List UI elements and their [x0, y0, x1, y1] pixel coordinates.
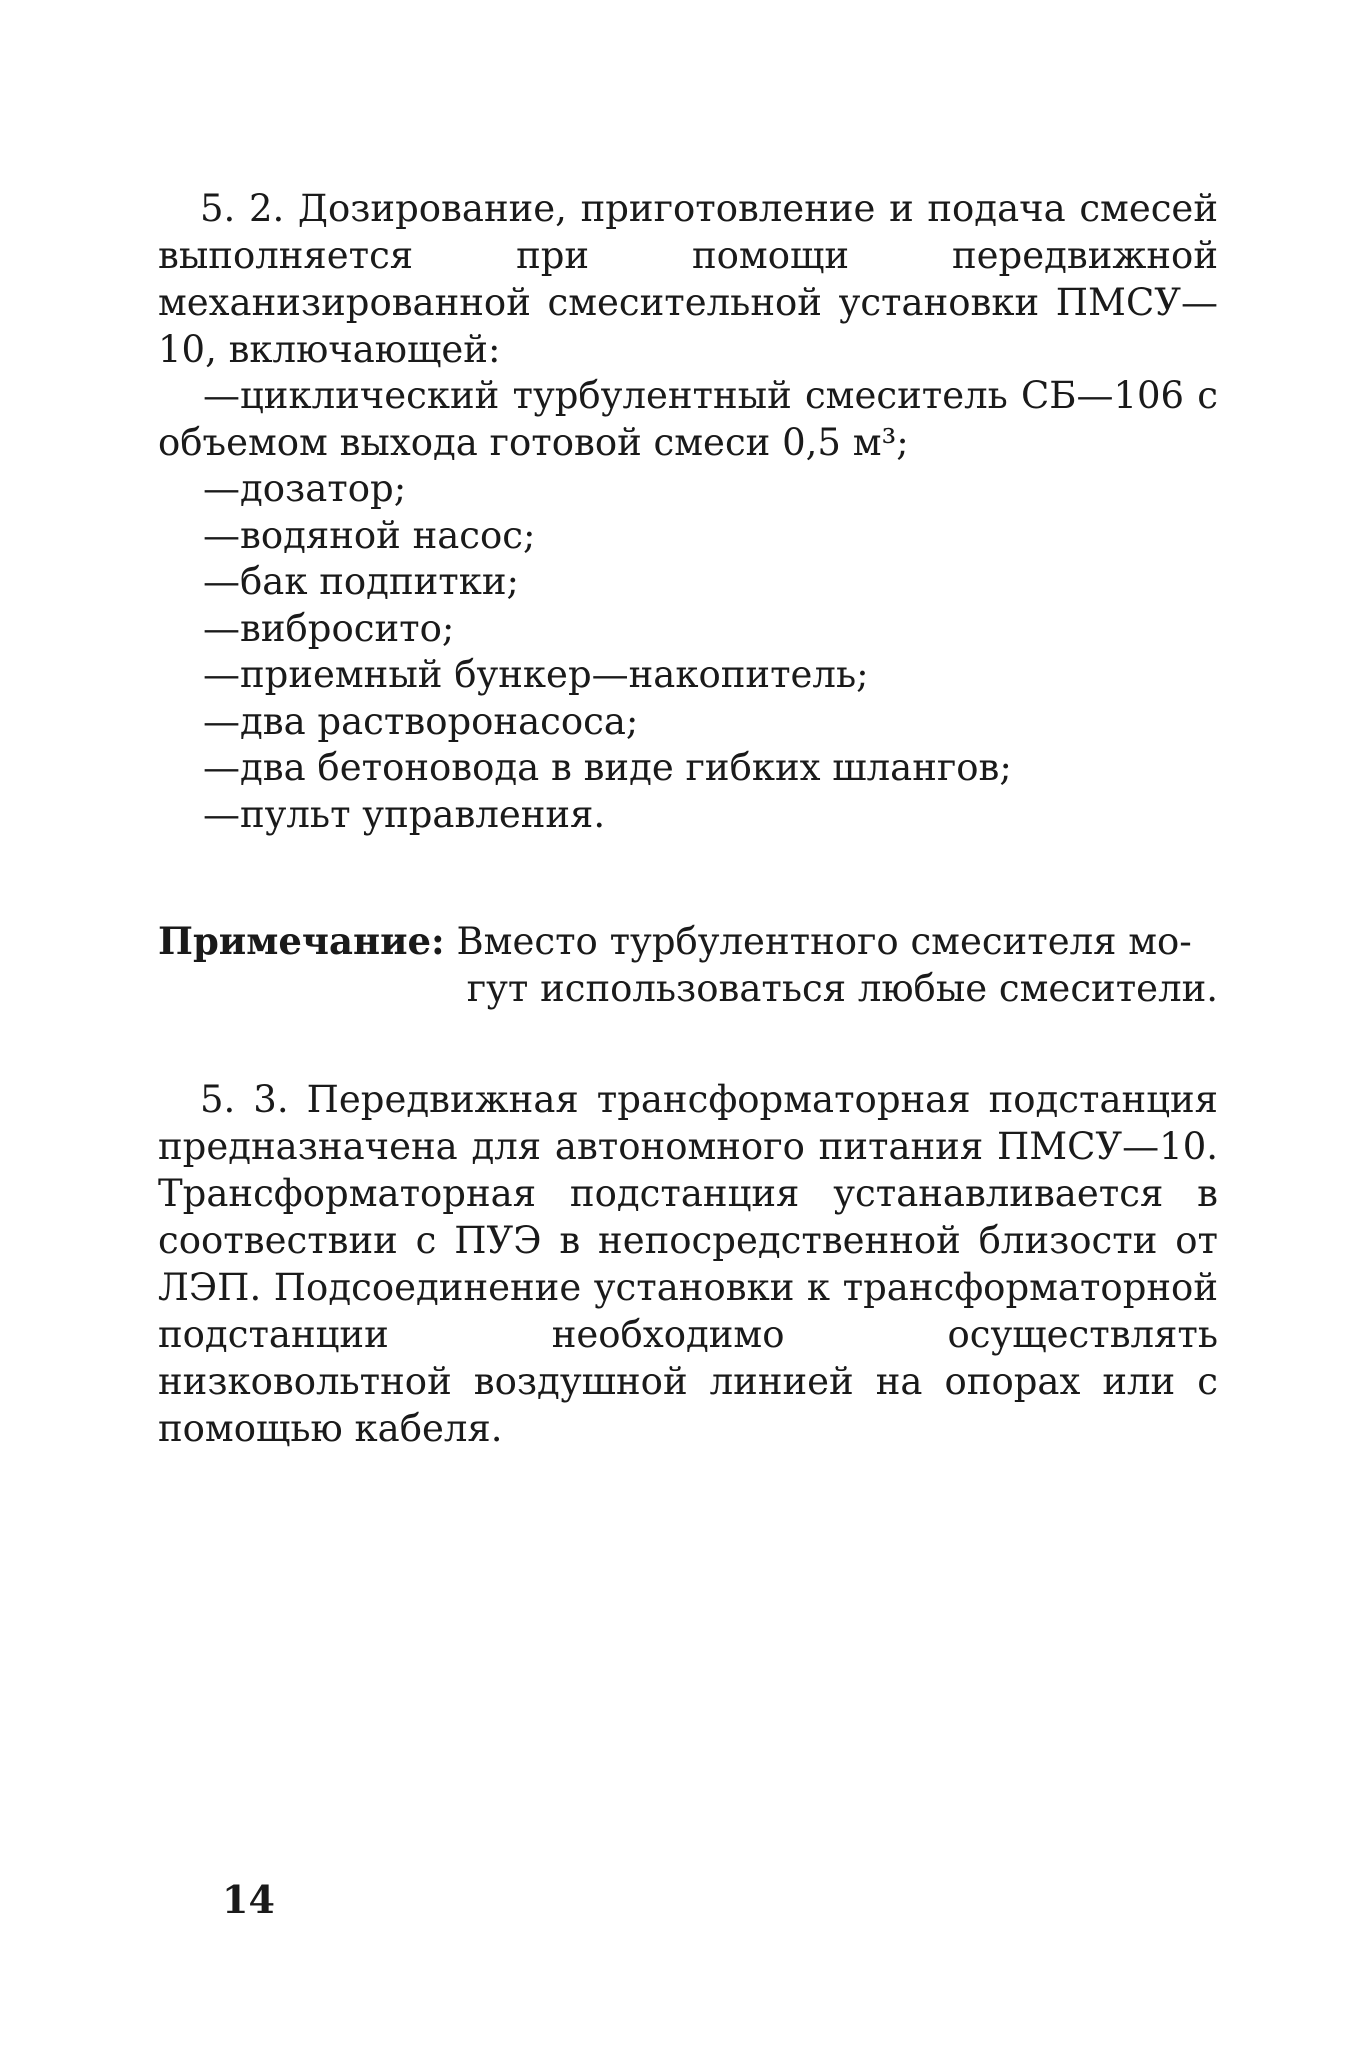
page-body	[158, 185, 1218, 1452]
note-text-2: гут использоваться любые смесители.	[466, 967, 1218, 1010]
list-item: —бак подпитки;	[203, 560, 519, 603]
note-text-1: Вместо турбулентного смесителя мо-	[456, 920, 1192, 963]
page-number: 14	[222, 1877, 275, 1922]
list-item: —дозатор;	[203, 467, 407, 510]
list-item: —циклический турбулентный смеситель СБ—106 с объемом выхода готовой смеси 0,5 м³;	[158, 374, 1218, 464]
section-5-3-paragraph: 5. 3. Передвижная трансформаторная подстанция предназначена для автономного питания ПМСУ—10. Трансформаторная подстанция устанавливается в соотвествии с ПУЭ в непосредственной близости от ЛЭП. Подсоединение установки к трансформаторной подстанции необходимо осуществлять низковольтной воздушной линией на опорах или с помощью кабеля.	[158, 1078, 1218, 1450]
list-item: —водяной насос;	[203, 513, 536, 557]
note-line-1	[158, 918, 1218, 965]
note-block	[158, 918, 1218, 1012]
section-5-2-paragraph: 5. 2. Дозирование, приготовление и подача смесей выполняется при помощи передвижной механизированной смесительной установки ПМСУ—10, включающей:	[158, 187, 1218, 371]
note-label: Примечание:	[158, 919, 445, 963]
list-item: —пульт управления.	[203, 792, 606, 836]
list-item: —два бетоновода в виде гибких шлангов;	[203, 746, 1012, 789]
list-item: —два растворонасоса;	[203, 699, 639, 743]
list-item: —вибросито;	[203, 606, 455, 650]
equipment-list	[158, 373, 1218, 838]
list-item: —приемный бункер—накопитель;	[203, 653, 869, 696]
